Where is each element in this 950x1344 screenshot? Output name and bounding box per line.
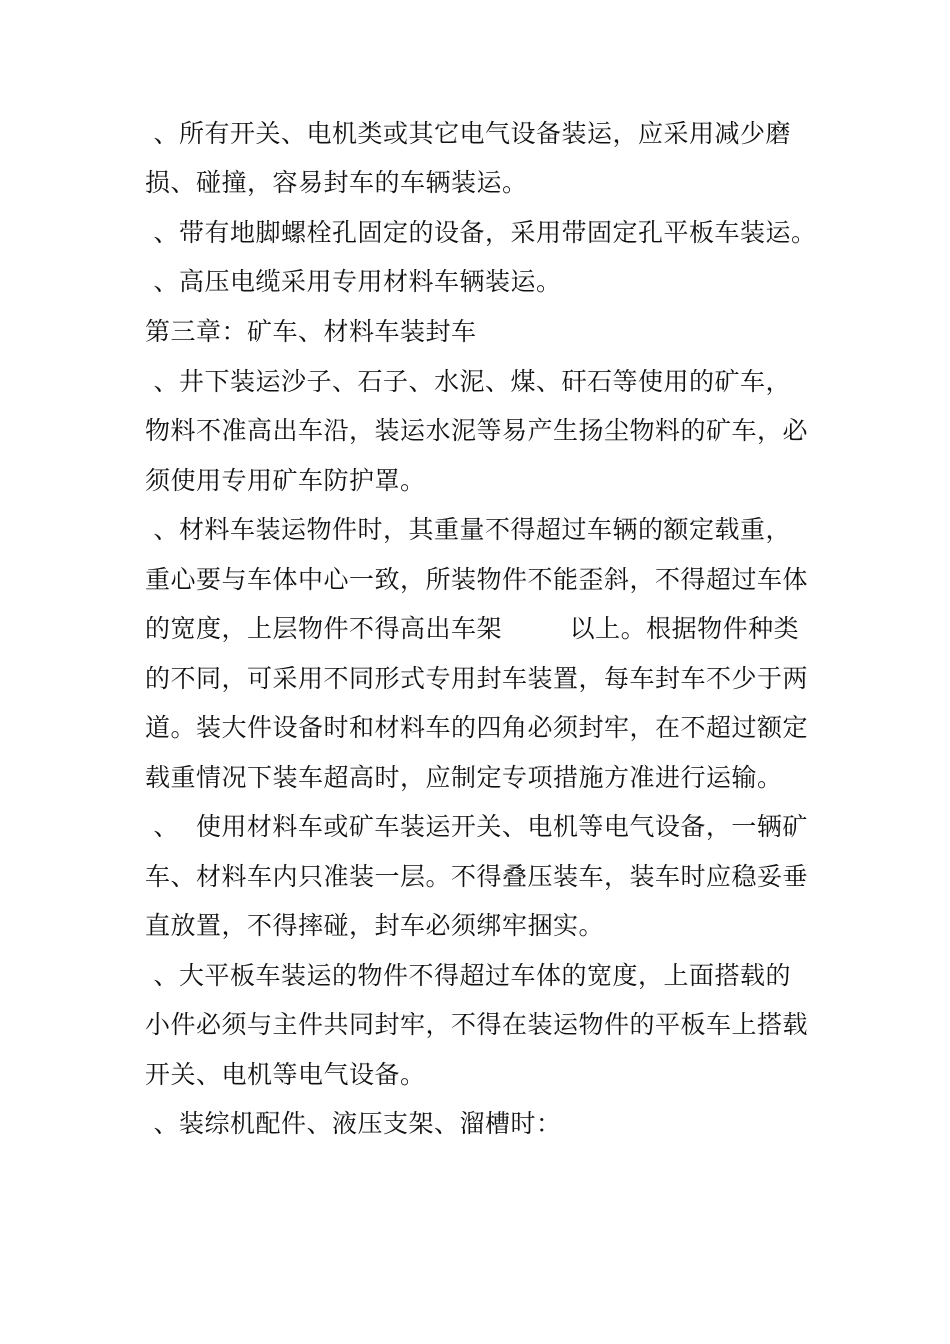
text-line: 道。装大件设备时和材料车的四角必须封牢，在不超过额定 [145,713,809,742]
text-line: 、所有开关、电机类或其它电气设备装运，应采用减少磨 [145,119,791,148]
text-line: 载重情况下装车超高时，应制定专项措施方准进行运输。 [145,763,783,792]
text-line: 、带有地脚螺栓孔固定的设备，采用带固定孔平板车装运。 [145,218,817,247]
text-line: 、大平板车装运的物件不得超过车体的宽度，上面搭载的 [145,961,791,990]
text-line: 须使用专用矿车防护罩。 [145,466,426,495]
text-line: 重心要与车体中心一致，所装物件不能歪斜，不得超过车体 [145,565,809,594]
text-line: 小件必须与主件共同封牢，不得在装运物件的平板车上搭载 [145,1010,809,1039]
text-line: 损、碰撞，容易封车的车辆装运。 [145,168,528,197]
text-line: 直放置，不得摔碰，封车必须绑牢捆实。 [145,911,605,940]
text-line: 、装综机配件、液压支架、溜槽时： [145,1109,562,1138]
text-line: 的不同，可采用不同形式专用封车装置，每车封车不少于两 [145,664,809,693]
text-line: 、高压电缆采用专用材料车辆装运。 [145,267,562,296]
text-line: 车、材料车内只准装一层。不得叠压装车，装车时应稳妥垂 [145,862,809,891]
text-line: 物料不准高出车沿，装运水泥等易产生扬尘物料的矿车，必 [145,416,809,445]
text-line: 、井下装运沙子、石子、水泥、煤、矸石等使用的矿车， [145,367,791,396]
text-line: 的宽度，上层物件不得高出车架 以上。根据物件种类 [145,614,800,643]
text-line: 开关、电机等电气设备。 [145,1060,426,1089]
text-line: 、材料车装运物件时，其重量不得超过车辆的额定载重， [145,515,791,544]
text-line: 、 使用材料车或矿车装运开关、电机等电气设备，一辆矿 [145,812,808,841]
chapter-heading: 第三章：矿车、材料车装封车 [145,317,477,346]
